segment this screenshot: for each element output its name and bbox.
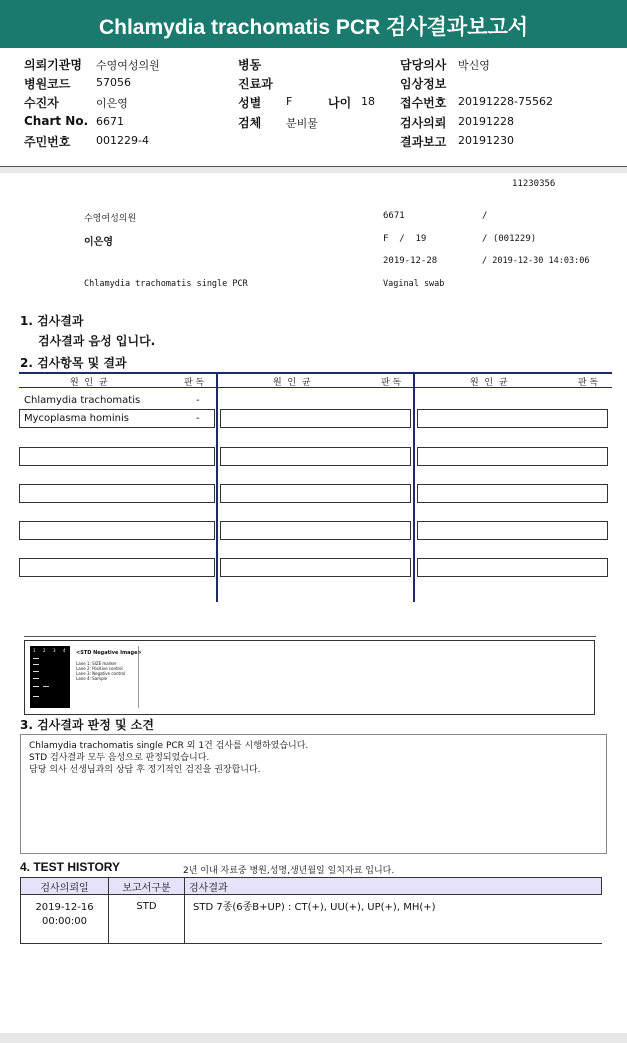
result-cell [220, 409, 411, 428]
history-date-line2: 00:00:00 [42, 916, 87, 927]
section4-note: 2년 이내 자료중 병원,성명,생년월일 일치자료 입니다. [183, 866, 395, 876]
value-request-date: 20191228 [458, 115, 514, 128]
value-hospital-code: 57056 [96, 76, 131, 89]
col-header-result-3: 판 독 [578, 378, 599, 388]
result-cell [19, 558, 215, 577]
value-chart-no: 6671 [96, 115, 124, 128]
history-date [21, 895, 109, 944]
table-row [21, 895, 602, 944]
gel-top-rule [24, 636, 596, 637]
gel-legend-lane-2: Lane 2: Positive control [76, 666, 123, 671]
result-cell [220, 521, 411, 540]
results-col-divider-2 [413, 372, 415, 602]
report-code: 11230356 [512, 179, 556, 189]
section3-heading: 3. 검사결과 판정 및 소견 [20, 718, 154, 732]
comment-line-3: 담당 의사 선생님과의 상담 후 정기적인 검진을 권장합니다. [29, 765, 261, 775]
result-cell [220, 484, 411, 503]
label-ward: 병동 [238, 58, 262, 72]
value-report-date: 20191230 [458, 134, 514, 147]
comment-box [20, 734, 607, 854]
result-cell [417, 521, 608, 540]
info-birth: / (001229) [482, 234, 537, 244]
history-col-date: 검사의뢰일 [21, 878, 109, 895]
gel-band [33, 696, 39, 697]
label-doctor: 담당의사 [400, 58, 447, 72]
history-col-type: 보고서구분 [109, 878, 185, 895]
gel-lane-label-3: 3 [53, 648, 56, 653]
value-resident-no: 001229-4 [96, 134, 149, 147]
result-cell [19, 447, 215, 466]
result-cell [417, 409, 608, 428]
label-patient: 수진자 [24, 96, 59, 110]
result-cell [417, 558, 608, 577]
gel-band [43, 686, 49, 687]
history-table [20, 877, 602, 944]
label-clinical-info: 임상정보 [400, 77, 447, 91]
label-chart-no: Chart No. [24, 114, 89, 128]
label-age: 나이 [328, 96, 352, 110]
info-hospital: 수영여성의원 [84, 214, 137, 224]
info-report-time: / 2019-12-30 14:03:06 [482, 256, 590, 266]
value-specimen: 분비물 [286, 117, 318, 130]
header-strip [0, 167, 627, 173]
info-patient: 이은영 [84, 237, 113, 248]
result-cell [417, 447, 608, 466]
results-table-top-line [19, 372, 612, 374]
gel-band [33, 678, 39, 679]
history-table-wrap [20, 877, 602, 944]
value-requesting-clinic: 수영여성의원 [96, 59, 160, 72]
result-cell [417, 484, 608, 503]
label-report-date: 결과보고 [400, 135, 447, 149]
label-requesting-clinic: 의뢰기관명 [24, 58, 82, 72]
col-header-pathogen: 원 인 균 [70, 378, 108, 388]
section4-heading: 4. TEST HISTORY [20, 860, 121, 874]
results-col-divider-1 [216, 372, 218, 602]
col-header-result-2: 판 독 [381, 378, 402, 388]
comment-line-1: Chlamydia trachomatis single PCR 외 1건 검사를 시행하였습니다. [29, 741, 309, 751]
value-doctor: 박신영 [458, 59, 490, 72]
value-patient: 이은영 [96, 97, 128, 110]
result-cell [19, 484, 215, 503]
value-receipt-no: 20191228-75562 [458, 95, 553, 108]
result-name-2: Mycoplasma hominis [24, 413, 129, 424]
result-value-1: - [196, 395, 200, 406]
report-header [0, 48, 627, 166]
col-header-pathogen-3: 원 인 균 [470, 378, 508, 388]
info-sex-age: F / 19 [383, 234, 427, 244]
info-chart: 6671 [383, 211, 405, 221]
gel-caption: <STD Negative Image> [76, 650, 142, 656]
result-cell [220, 447, 411, 466]
result-cell [220, 558, 411, 577]
gel-band [33, 686, 39, 687]
info-slash: / [482, 211, 488, 221]
gel-legend-lane-3: Lane 3: Negative control [76, 671, 126, 676]
section2-heading: 2. 검사항목 및 결과 [20, 356, 127, 370]
footer-strip [0, 1033, 627, 1043]
value-sex: F [286, 95, 293, 108]
gel-lane-label-2: 2 [43, 648, 46, 653]
col-header-pathogen-2: 원 인 균 [273, 378, 311, 388]
col-header-result: 판 독 [184, 378, 205, 388]
result-cell [19, 521, 215, 540]
report-title: Chlamydia trachomatis PCR 검사결과보고서 [0, 0, 627, 48]
history-col-result: 검사결과 [185, 878, 602, 895]
gel-legend-lane-1: Lane 1: SIZE marker [76, 661, 117, 666]
label-hospital-code: 병원코드 [24, 77, 71, 91]
section1-result-text: 검사결과 음성 입니다. [38, 334, 156, 348]
gel-lane-label-1: 1 [33, 648, 36, 653]
result-value-2: - [196, 413, 200, 424]
info-specimen: Vaginal swab [383, 279, 445, 289]
label-department: 진료과 [238, 77, 273, 91]
comment-line-2: STD 검사결과 모두 음성으로 판정되었습니다. [29, 753, 210, 763]
label-receipt-no: 접수번호 [400, 96, 447, 110]
gel-image [30, 646, 70, 708]
history-result: STD 7종(6종B+UP) : CT(+), UU(+), UP(+), MH(+) [185, 895, 602, 944]
label-sex: 성별 [238, 96, 262, 110]
gel-lane-label-4: 4 [63, 648, 66, 653]
gel-band [33, 658, 39, 659]
gel-legend-lane-4: Lane 4: Sample [76, 676, 108, 681]
gel-band [33, 671, 39, 672]
label-resident-no: 주민번호 [24, 135, 71, 149]
gel-band [33, 664, 39, 665]
result-name-1: Chlamydia trachomatis [24, 395, 141, 406]
value-age: 18 [361, 95, 375, 108]
history-type: STD [109, 895, 185, 944]
label-request-date: 검사의뢰 [400, 116, 447, 130]
history-date-line1: 2019-12-16 [35, 902, 94, 913]
section1-heading: 1. 검사결과 [20, 314, 84, 328]
result-cell [19, 409, 215, 428]
info-test-name: Chlamydia trachomatis single PCR [84, 279, 248, 289]
label-specimen: 검체 [238, 116, 262, 130]
gel-legend [74, 646, 142, 708]
info-receive-date: 2019-12-28 [383, 256, 438, 266]
